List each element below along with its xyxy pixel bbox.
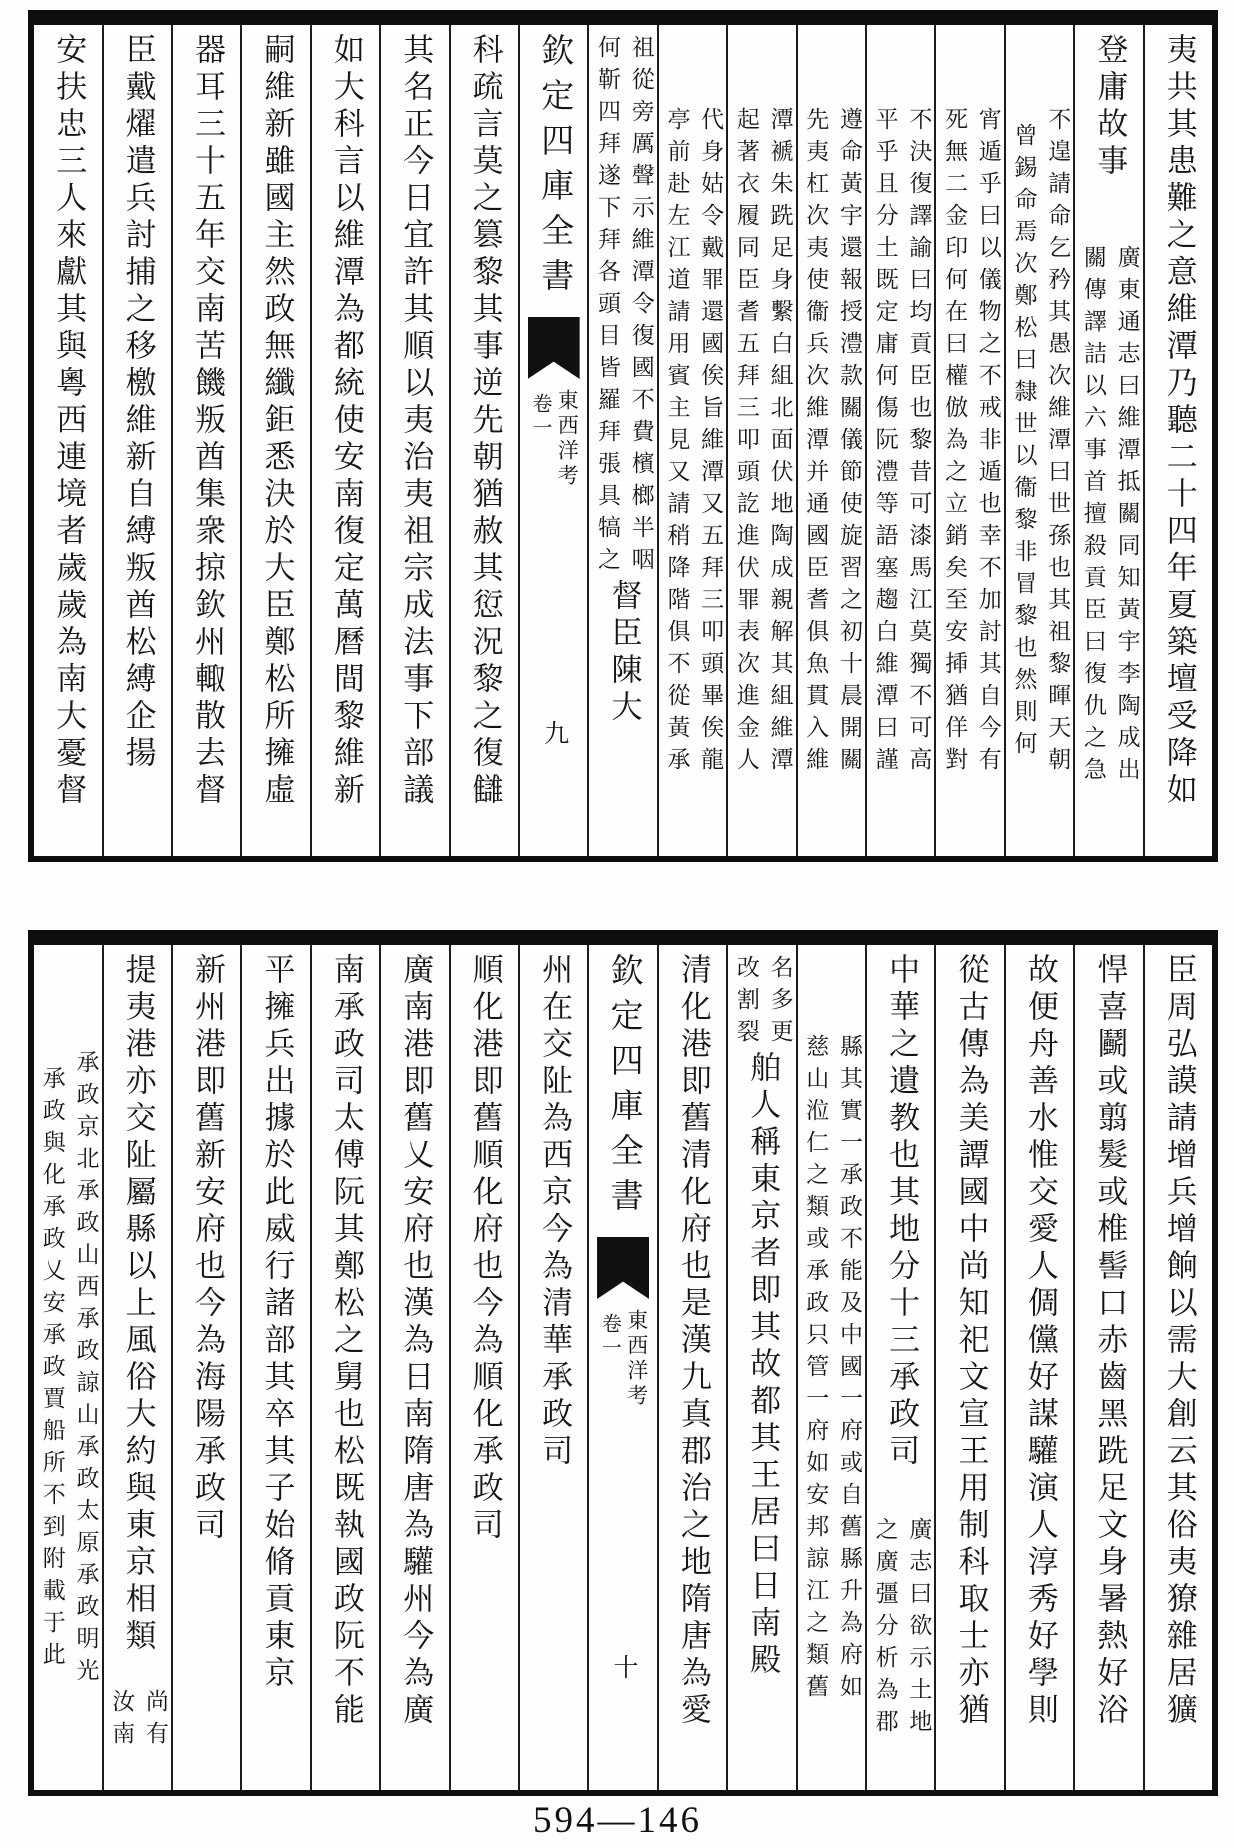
column-text: 嗣維新雖國主然政無纖鉅悉決於大臣鄭松所擁虛 bbox=[259, 33, 295, 810]
text-column bbox=[796, 945, 865, 1790]
column-text: 清化港即舊清化府也是漢九真郡治之地隋唐為愛 bbox=[675, 953, 711, 1730]
text-column bbox=[449, 25, 518, 856]
text-column bbox=[240, 945, 309, 1790]
column-text: 器耳三十五年交南苦饑叛酋集衆掠欽州輙散去督 bbox=[190, 33, 226, 810]
column-text: 中華之遺教也其地分十三承政司 bbox=[884, 953, 920, 1471]
text-column bbox=[587, 25, 656, 856]
double-line-annotation bbox=[728, 953, 795, 1051]
double-line-annotation bbox=[798, 33, 865, 850]
double-line-annotation bbox=[867, 1471, 934, 1784]
annotation-subcolumn-left: 死無二金印何在曰權倣為之立銷矣至安揷猶佯對 bbox=[942, 106, 968, 779]
text-column bbox=[1073, 25, 1142, 856]
banxin-column bbox=[587, 945, 656, 1790]
column-text: 新州港即舊新安府也今為海陽承政司 bbox=[190, 953, 226, 1545]
column-text: 順化港即舊順化府也今為順化承政司 bbox=[467, 953, 503, 1545]
column-text: 提夷港亦交阯屬縣以上風俗大約與東京相類 bbox=[120, 953, 156, 1656]
upper-half-page bbox=[28, 10, 1218, 862]
double-line-annotation bbox=[659, 33, 726, 850]
annotation-subcolumn-right: 廣志曰欲示土地 bbox=[906, 1516, 932, 1741]
text-column bbox=[171, 945, 240, 1790]
text-column bbox=[1143, 25, 1212, 856]
banxin-book-line bbox=[596, 1309, 649, 1409]
column-text: 臣周弘謨請增兵增餉以需大創云其俗夷獠雜居獷 bbox=[1161, 953, 1197, 1730]
text-column bbox=[934, 945, 1003, 1790]
column-text: 南承政司太傅阮其鄭松之舅也松既執國政阮不能 bbox=[328, 953, 364, 1730]
banxin-juan-number: 卷一 bbox=[528, 393, 551, 441]
column-text: 督臣陳大 bbox=[606, 579, 642, 727]
column-text: 夷共其患難之意維潭乃聽二十四年夏築壇受降如 bbox=[1161, 33, 1197, 810]
text-column bbox=[379, 25, 448, 856]
lower-half-page bbox=[28, 930, 1218, 1796]
annotation-subcolumn-left: 改割裂 bbox=[733, 955, 759, 1051]
column-text: 安扶忠三人來獻其與粵西連境者歲歲為南大憂督 bbox=[51, 33, 87, 810]
annotation-subcolumn-left: 何靳四拜遂下拜各頭目皆羅拜張具犒之 bbox=[595, 35, 621, 579]
column-text: 登庸故事 bbox=[1092, 33, 1128, 181]
annotation-subcolumn-left: 先夷杠次夷使衞兵次維潭并通國臣耆俱魚貫入維 bbox=[803, 106, 829, 779]
text-column bbox=[657, 945, 726, 1790]
annotation-subcolumn-left: 之廣彊分析為郡 bbox=[872, 1516, 898, 1741]
annotation-subcolumn-right: 祖從旁厲聲示維潭令復國不費檳榔半咽 bbox=[628, 35, 654, 579]
fishtail-ornament bbox=[597, 1237, 649, 1299]
column-text: 悍喜鬬或翦髮或椎髻口赤齒黑跣足文身暑熱好浴 bbox=[1092, 953, 1128, 1730]
banxin-book-title: 東西洋考 bbox=[555, 389, 580, 489]
text-column bbox=[1143, 945, 1212, 1790]
text-column bbox=[449, 945, 518, 1790]
column-text: 故便舟善水惟交愛人倜儻好謀驩演人淳秀好學則 bbox=[1022, 953, 1058, 1730]
text-column bbox=[865, 25, 934, 856]
banxin-folio-number: 十 bbox=[610, 1654, 638, 1679]
banxin-library-title: 欽定四庫全書 bbox=[536, 33, 573, 303]
double-line-annotation bbox=[867, 33, 934, 850]
text-column bbox=[1073, 945, 1142, 1790]
annotation-subcolumn-left: 承政與化承政乂安承政賈船所不到附載于此 bbox=[39, 1065, 65, 1674]
column-text: 臣戴燿遣兵討捕之移檄維新自縛叛酋松縛企揚 bbox=[120, 33, 156, 773]
text-column bbox=[34, 25, 101, 856]
annotation-subcolumn-left: 關傳譯詰以六事首擅殺貢臣曰復仇之急 bbox=[1080, 244, 1106, 789]
text-column bbox=[796, 25, 865, 856]
text-column bbox=[1004, 25, 1073, 856]
double-line-annotation bbox=[34, 953, 101, 1784]
annotation-subcolumn-left: 平乎且分土既定庸何傷阮澧等語塞趨白維潭曰謹 bbox=[872, 106, 898, 779]
annotation-subcolumn-right: 不決復譯諭曰均貢臣也黎昔可漆馬江莫獨不可高 bbox=[906, 106, 932, 779]
column-text: 廣南港即舊乂安府也漢為日南隋唐為驩州今為廣 bbox=[398, 953, 434, 1730]
text-column bbox=[102, 945, 171, 1790]
annotation-subcolumn-right: 名多更 bbox=[767, 955, 793, 1051]
banxin-folio-number: 九 bbox=[540, 720, 568, 745]
annotation-subcolumn-right: 承政京北承政山西承政諒山承政太原承政明光 bbox=[73, 1049, 99, 1690]
text-column bbox=[865, 945, 934, 1790]
annotation-subcolumn-left: 亭前赴左江道請用賓主見又請稍降階俱不從黃承 bbox=[664, 106, 690, 779]
text-column bbox=[379, 945, 448, 1790]
column-text: 其名正今日宜許其順以夷治夷祖宗成法事下部議 bbox=[398, 33, 434, 810]
double-line-annotation bbox=[589, 33, 656, 579]
column-text: 州在交阯為西京今為清華承政司 bbox=[537, 953, 573, 1471]
text-column bbox=[726, 945, 795, 1790]
text-column bbox=[171, 25, 240, 856]
text-column bbox=[657, 25, 726, 856]
text-column bbox=[102, 25, 171, 856]
banxin-book-line bbox=[527, 389, 580, 489]
column-text: 平擁兵出據於此威行諸部其卒其子始脩貢東京 bbox=[259, 953, 295, 1693]
column-text: 舶人稱東京者即其故都其王居曰日南殿 bbox=[745, 1051, 781, 1680]
double-line-annotation bbox=[728, 33, 795, 850]
double-line-annotation bbox=[1006, 33, 1073, 850]
banxin-column bbox=[518, 25, 587, 856]
text-column bbox=[1004, 945, 1073, 1790]
annotation-subcolumn-left: 慈山涖仁之類或承政只管一府如安邦諒江之類舊 bbox=[803, 1033, 829, 1706]
plate-number: 594—146 bbox=[533, 1800, 702, 1841]
text-column bbox=[934, 25, 1003, 856]
annotation-subcolumn-right: 尚有 bbox=[142, 1689, 168, 1753]
text-column bbox=[726, 25, 795, 856]
double-line-annotation bbox=[798, 953, 865, 1784]
annotation-subcolumn-right: 代身姑令戴罪還國俟旨維潭又五拜三叩頭畢俟龍 bbox=[698, 106, 724, 779]
fishtail-ornament bbox=[528, 317, 580, 379]
annotation-subcolumn-right: 廣東通志曰維潭抵關同知黃宇李陶成出 bbox=[1114, 244, 1140, 789]
text-column bbox=[310, 945, 379, 1790]
double-line-annotation bbox=[936, 33, 1003, 850]
annotation-subcolumn-right: 不遑請命乞矜其愚次維潭曰世孫也其祖黎暉天朝 bbox=[1045, 106, 1071, 779]
annotation-subcolumn-right: 遵命黃宇還報授澧款關儀節使旋習之初十晨開關 bbox=[836, 106, 862, 779]
column-text: 科疏言莫之篡黎其事逆先朝猶赦其愆況黎之復讎 bbox=[467, 33, 503, 810]
double-line-annotation bbox=[104, 1656, 171, 1784]
annotation-subcolumn-right: 宵遁乎曰以儀物之不戒非遁也幸不加討其自今有 bbox=[975, 106, 1001, 779]
column-text: 從古傳為美譚國中尚知祀文宣王用制科取士亦猶 bbox=[953, 953, 989, 1730]
text-column bbox=[310, 25, 379, 856]
annotation-subcolumn-left: 起著衣履同臣耆五拜三叩頭訖進伏罪表次進金人 bbox=[733, 106, 759, 779]
annotation-subcolumn-left: 曾錫命焉次鄭松曰隸世以衞黎非冒黎也然則何 bbox=[1011, 122, 1037, 763]
text-column bbox=[518, 945, 587, 1790]
banxin-library-title: 欽定四庫全書 bbox=[605, 953, 642, 1223]
double-line-annotation bbox=[1075, 181, 1142, 850]
annotation-subcolumn-right: 潭褫朱跣足身繫白組北面伏地陶成親解其組維潭 bbox=[767, 106, 793, 779]
banxin-book-title: 東西洋考 bbox=[624, 1309, 649, 1409]
text-column bbox=[34, 945, 101, 1790]
column-text: 如大科言以維潭為都統使安南復定萬曆間黎維新 bbox=[328, 33, 364, 810]
annotation-subcolumn-right: 縣其實一承政不能及中國一府或自舊縣升為府如 bbox=[836, 1033, 862, 1706]
banxin-juan-number: 卷一 bbox=[598, 1313, 621, 1361]
text-column bbox=[240, 25, 309, 856]
annotation-subcolumn-left: 汝南 bbox=[109, 1689, 135, 1753]
